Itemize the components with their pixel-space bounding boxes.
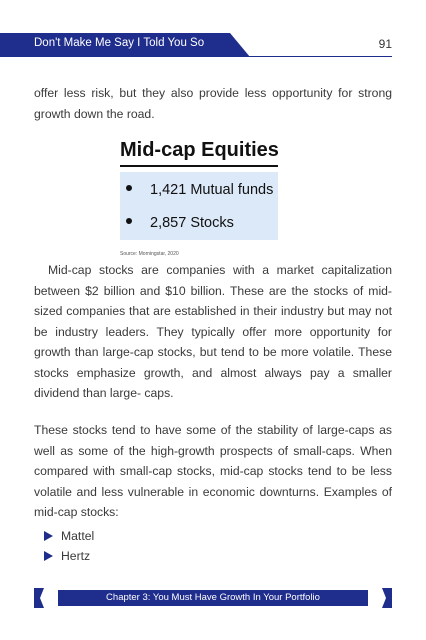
infobox-title: Mid-cap Equities (120, 139, 279, 161)
example-label: Hertz (61, 549, 91, 563)
infobox-item-label: 2,857 Stocks (150, 215, 234, 231)
page-header (0, 33, 426, 57)
list-item (44, 526, 94, 546)
page-number: 91 (378, 37, 392, 51)
infobox-item-mutual-funds (126, 182, 273, 198)
paragraph-mid-cap-stability: These stocks tend to have some of the stability of large-caps as well as some of the high-growth prospects of small-caps. When compared with small-cap stocks, mid-cap stocks tend to be less volatile and less vulnerable in economic downturns. Examples of mid-cap stocks: (34, 423, 392, 519)
infobox-rule (120, 165, 278, 167)
triangle-bullet-icon (44, 531, 53, 541)
triangle-bullet-icon (44, 551, 53, 561)
chapter-title: Chapter 3: You Must Have Growth In Your Portfolio (106, 592, 320, 603)
example-label: Mattel (61, 529, 95, 543)
bullet-dot-icon (126, 185, 132, 191)
bullet-dot-icon (126, 218, 132, 224)
list-item (44, 546, 94, 566)
intro-paragraph: offer less risk, but they also provide less opportunity for strong growth down the road. (34, 86, 392, 121)
paragraph-mid-cap-definition: Mid-cap stocks are companies with a market capitalization between $2 billion and $10 billion. These are the stocks of mid-sized companies that are established in their industry but may not be industry leaders. They typically offer more opportunity for growth than large-cap stocks, but tend to be more volatile. These stocks emphasize growth, and almost always pay a smaller dividend than large- caps. (34, 263, 392, 400)
book-title: Don't Make Me Say I Told You So (34, 37, 205, 49)
infobox-item-stocks (126, 215, 234, 231)
infobox (120, 172, 278, 240)
infobox-source: Source: Morningstar, 2020 (120, 251, 179, 257)
examples-list (44, 526, 94, 566)
infobox-item-label: 1,421 Mutual funds (150, 182, 274, 198)
header-rule (0, 56, 392, 57)
page-footer (34, 588, 392, 608)
